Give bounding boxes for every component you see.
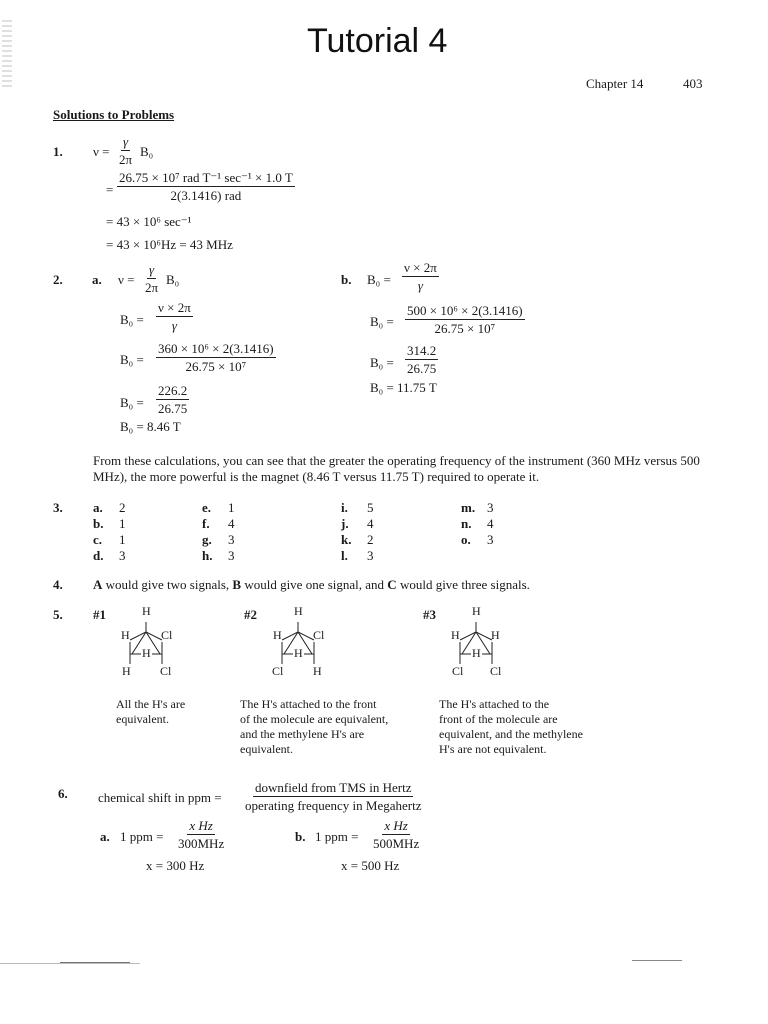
p6-definition-fraction xyxy=(243,780,424,813)
m2-atom-ul: H xyxy=(273,628,282,642)
m3-caption-line: equivalent, and the methylene xyxy=(439,727,583,741)
p2-a1-fraction xyxy=(143,262,160,295)
m2-atom-lr: H xyxy=(313,664,322,678)
p1-line2-num: 26.75 × 10⁷ rad T⁻¹ sec⁻¹ × 1.0 T xyxy=(119,170,293,185)
p6-b-den: 500MHz xyxy=(373,836,420,851)
p3-answer-value: 3 xyxy=(367,548,374,563)
m3-caption-line: front of the molecule are xyxy=(439,712,558,726)
p1-line1-fraction xyxy=(117,134,134,167)
m3-caption-line: The H's attached to the xyxy=(439,697,550,711)
p2-a4-lhs: B₀ = xyxy=(120,395,144,410)
problem-2-number: 2. xyxy=(53,272,63,287)
p3-answer-label: b. xyxy=(93,516,104,531)
m3-caption-line: H's are not equivalent. xyxy=(439,742,547,756)
m2-caption-line: equivalent. xyxy=(240,742,293,756)
p3-answer-value: 4 xyxy=(487,516,494,531)
p1-line1-num: γ xyxy=(122,134,129,149)
section-title: Solutions to Problems xyxy=(53,107,175,122)
m2-atom-ll: Cl xyxy=(272,664,284,678)
p2-paragraph: From these calculations, you can see that the greater the operating frequency of the instrument (360 MHz versus 500 MHz), the more powerful is the magnet (8.46 T versus 11.75 T) required to operate it. xyxy=(93,453,700,484)
m2-caption-line: and the methylene H's are xyxy=(240,727,365,741)
m3-atom-ul: H xyxy=(451,628,460,642)
m1-atom-ll: H xyxy=(122,664,131,678)
scan-artifact-edge xyxy=(2,20,12,90)
molecule-2-label: #2 xyxy=(244,607,257,622)
p2-b2-fraction xyxy=(405,303,525,336)
p3-answer-label: j. xyxy=(341,516,349,531)
p3-answer-value: 3 xyxy=(119,548,126,563)
p2-a-label: a. xyxy=(92,272,102,287)
p6-a-lhs: 1 ppm = xyxy=(120,829,164,844)
molecule-1-label: #1 xyxy=(93,607,106,622)
p1-line3: = 43 × 10⁶ sec⁻¹ xyxy=(106,214,192,229)
m1-atom-lr: Cl xyxy=(160,664,172,678)
m1-atom-mid: H xyxy=(142,646,151,660)
p2-a1-num: γ xyxy=(148,262,155,277)
p6-b-lhs: 1 ppm = xyxy=(315,829,359,844)
p3-answer-label: d. xyxy=(93,548,104,563)
p6-b-result: x = 500 Hz xyxy=(341,858,400,873)
m3-atom-lr: Cl xyxy=(490,664,502,678)
molecule-1-structure xyxy=(110,604,190,678)
p3-answer-label: i. xyxy=(341,500,348,515)
p6-def-den: operating frequency in Megahertz xyxy=(245,798,422,813)
p4-sentence xyxy=(93,577,530,593)
p3-answer-value: 1 xyxy=(119,532,126,547)
p2-b3-den: 26.75 xyxy=(407,361,437,376)
m3-atom-ll: Cl xyxy=(452,664,464,678)
problem-5-number: 5. xyxy=(53,607,63,622)
p6-a-fraction xyxy=(176,818,226,851)
p2-b3-lhs: B₀ = xyxy=(370,355,394,370)
p1-line1-den: 2π xyxy=(119,152,133,167)
p3-answer-value: 2 xyxy=(119,500,126,515)
p2-a1-tail: B₀ xyxy=(166,272,180,287)
p6-a-label: a. xyxy=(100,829,110,844)
p2-b-label: b. xyxy=(341,272,352,287)
p4-text-3: would give three signals. xyxy=(396,577,530,592)
p1-line2-fraction xyxy=(117,170,295,203)
p3-answer-label: e. xyxy=(202,500,212,515)
p3-answer-value: 2 xyxy=(367,532,374,547)
p3-answer-label: c. xyxy=(93,532,103,547)
problem-1-number: 1. xyxy=(53,144,63,159)
p2-a3-num: 360 × 10⁶ × 2(3.1416) xyxy=(158,341,274,356)
p2-a5: B₀ = 8.46 T xyxy=(120,419,181,434)
p2-b2-lhs: B₀ = xyxy=(370,314,394,329)
m2-atom-ur: Cl xyxy=(313,628,325,642)
p2-a2-fraction xyxy=(156,300,193,333)
page-title: Tutorial 4 xyxy=(307,22,448,60)
p2-b3-fraction xyxy=(405,343,438,376)
p2-a2-lhs: B₀ = xyxy=(120,312,144,327)
p6-b-label: b. xyxy=(295,829,306,844)
p2-a2-num: ν × 2π xyxy=(158,300,191,315)
m3-atom-ur: H xyxy=(491,628,500,642)
p3-answer-value: 3 xyxy=(487,532,494,547)
p1-line2-den: 2(3.1416) rad xyxy=(170,188,242,203)
p3-answer-label: h. xyxy=(202,548,213,563)
m1-caption-line: equivalent. xyxy=(116,712,169,726)
p2-b2-num: 500 × 10⁶ × 2(3.1416) xyxy=(407,303,523,318)
p3-answer-label: k. xyxy=(341,532,352,547)
m1-atom-top: H xyxy=(142,604,151,618)
p4-compound-a: A xyxy=(93,577,103,592)
p2-b1-den: γ xyxy=(417,278,423,293)
scan-artifact-line xyxy=(0,963,140,964)
m3-atom-mid: H xyxy=(472,646,481,660)
p6-def-num: downfield from TMS in Hertz xyxy=(255,780,412,795)
p4-text-1: would give two signals, xyxy=(102,577,233,592)
p2-b4: B₀ = 11.75 T xyxy=(370,380,437,395)
molecule-3-label: #3 xyxy=(423,607,436,622)
p3-answer-value: 1 xyxy=(119,516,126,531)
p3-answer-label: f. xyxy=(202,516,210,531)
p3-answer-label: o. xyxy=(461,532,471,547)
p3-answer-value: 4 xyxy=(367,516,374,531)
m1-atom-ur: Cl xyxy=(161,628,173,642)
p2-a1-den: 2π xyxy=(145,280,159,295)
p6-lhs: chemical shift in ppm = xyxy=(98,790,222,805)
p3-answer-label: a. xyxy=(93,500,103,515)
p3-answer-label: l. xyxy=(341,548,348,563)
m2-atom-top: H xyxy=(294,604,303,618)
problem-3-number: 3. xyxy=(53,500,63,515)
p3-answer-label: n. xyxy=(461,516,472,531)
p2-a1-lhs: ν = xyxy=(118,272,135,287)
p2-a4-num: 226.2 xyxy=(158,383,188,398)
p1-line2-eq: = xyxy=(106,182,114,197)
p2-a4-den: 26.75 xyxy=(158,401,188,416)
p2-a3-lhs: B₀ = xyxy=(120,352,144,367)
p2-b1-fraction xyxy=(402,260,439,293)
p1-line1-tail: B₀ xyxy=(140,144,154,159)
problem-6-number: 6. xyxy=(58,786,68,801)
p2-b1-lhs: B₀ = xyxy=(367,272,391,287)
p3-answer-value: 5 xyxy=(367,500,374,515)
m2-caption-line: The H's attached to the front xyxy=(240,697,377,711)
p3-answer-value: 4 xyxy=(228,516,235,531)
page-number: 403 xyxy=(683,76,703,91)
scan-artifact-line xyxy=(60,962,130,963)
m3-atom-top: H xyxy=(472,604,481,618)
p4-compound-b: B xyxy=(232,577,242,592)
p6-a-den: 300MHz xyxy=(178,836,225,851)
p1-line1-lhs: ν = xyxy=(93,144,110,159)
m1-atom-ul: H xyxy=(121,628,130,642)
p3-answer-value: 3 xyxy=(487,500,494,515)
molecule-3-caption xyxy=(439,697,583,757)
molecule-3-structure xyxy=(440,604,520,678)
p3-answer-value: 1 xyxy=(228,500,235,515)
scan-artifact-line xyxy=(632,960,682,961)
p4-compound-c: C xyxy=(387,577,397,592)
p2-a4-fraction xyxy=(156,383,189,416)
p3-answer-label: m. xyxy=(461,500,476,515)
m2-caption-line: of the molecule are equivalent, xyxy=(240,712,389,726)
p2-b3-num: 314.2 xyxy=(407,343,437,358)
p3-answer-label: g. xyxy=(202,532,212,547)
p6-b-num: x Hz xyxy=(384,818,408,833)
p6-a-num: x Hz xyxy=(189,818,213,833)
p2-b1-num: ν × 2π xyxy=(404,260,437,275)
problem-4-number: 4. xyxy=(53,577,63,592)
p6-a-result: x = 300 Hz xyxy=(146,858,205,873)
molecule-2-caption xyxy=(240,697,388,757)
p2-a3-den: 26.75 × 10⁷ xyxy=(185,359,247,374)
molecule-2-structure xyxy=(262,604,342,678)
m2-atom-mid: H xyxy=(294,646,303,660)
p3-answer-value: 3 xyxy=(228,532,235,547)
p2-a3-fraction xyxy=(156,341,276,374)
p3-answer-value: 3 xyxy=(228,548,235,563)
molecule-1-caption xyxy=(116,697,185,727)
m1-caption-line: All the H's are xyxy=(116,697,186,711)
p2-a2-den: γ xyxy=(171,318,177,333)
chapter-label: Chapter 14 xyxy=(586,76,644,91)
p6-b-fraction xyxy=(371,818,421,851)
p1-line4: = 43 × 10⁶Hz = 43 MHz xyxy=(106,237,233,252)
p2-b2-den: 26.75 × 10⁷ xyxy=(434,321,496,336)
p4-text-2: would give one signal, and xyxy=(241,577,388,592)
